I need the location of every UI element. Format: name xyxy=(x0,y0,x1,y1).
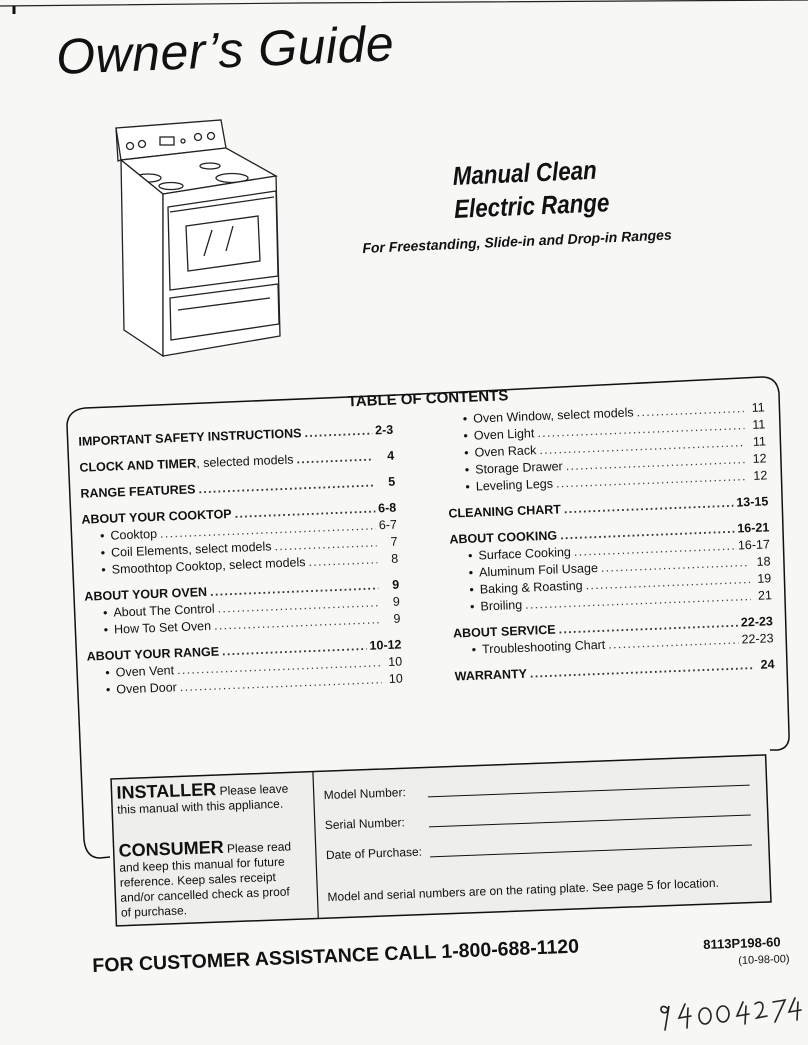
table-of-contents xyxy=(72,377,796,734)
consumer-heading: CONSUMER xyxy=(118,836,224,861)
customer-assistance-line: FOR CUSTOMER ASSISTANCE CALL 1-800-688-1120 xyxy=(92,935,580,977)
registration-instructions xyxy=(110,771,315,928)
toc-entry[interactable]: CLEANING CHART ..... 13-15 xyxy=(448,493,768,522)
serial-number-field[interactable] xyxy=(429,815,751,828)
toc-right-column xyxy=(445,399,775,685)
product-title-line1: Manual Clean xyxy=(452,154,598,191)
toc-entry[interactable]: • Cooktop ..... 6-7 xyxy=(82,517,397,546)
purchase-date-label: Date of Purchase: xyxy=(325,844,423,863)
registration-fields xyxy=(315,754,770,920)
toc-entry[interactable]: • Aluminum Foil Usage ..... 18 xyxy=(450,553,770,582)
toc-entry[interactable]: • Broiling ..... 21 xyxy=(452,587,772,616)
toc-entry[interactable]: • Oven Vent ..... 10 xyxy=(87,654,402,683)
toc-entry[interactable]: CLOCK AND TIMER, selected models ..... 4 xyxy=(79,448,394,477)
toc-entry[interactable]: ABOUT COOKING ..... 16-21 xyxy=(449,519,769,548)
toc-entry[interactable]: WARRANTY ..... 24 xyxy=(454,656,774,685)
guide-title: Owner’s Guide xyxy=(55,15,396,85)
installer-heading: INSTALLER xyxy=(116,779,217,803)
model-number-field[interactable] xyxy=(428,785,750,798)
toc-entry[interactable]: ABOUT SERVICE ..... 22-23 xyxy=(453,613,773,642)
toc-entry[interactable]: • Leveling Legs ..... 12 xyxy=(447,467,767,496)
toc-heading: TABLE OF CONTENTS xyxy=(347,387,509,411)
consumer-note: CONSUMER Please read and keep this manual for future reference. Keep sales receipt and/or cancelled check as proof of purchase. xyxy=(118,836,292,920)
toc-entry[interactable]: • Baking & Roasting ..... 19 xyxy=(451,570,771,599)
toc-left-column xyxy=(78,422,403,700)
toc-entry[interactable]: • Storage Drawer ..... 12 xyxy=(447,450,767,479)
toc-entry[interactable]: • Oven Light ..... 11 xyxy=(445,416,765,445)
toc-entry[interactable]: • Smoothtop Cooktop, select models ..... 8 xyxy=(83,551,398,580)
toc-entry[interactable]: ABOUT YOUR COOKTOP ..... 6-8 xyxy=(81,500,396,529)
toc-entry[interactable]: • Coil Elements, select models ..... 7 xyxy=(82,534,397,563)
toc-entry[interactable]: • About The Control ..... 9 xyxy=(85,594,400,623)
registration-box xyxy=(110,754,775,928)
toc-entry[interactable]: • Troubleshooting Chart ..... 22-23 xyxy=(453,630,773,659)
product-title-line2: Electric Range xyxy=(453,187,610,224)
toc-entry[interactable]: ABOUT YOUR RANGE ..... 10-12 xyxy=(86,637,401,666)
toc-entry[interactable]: • How To Set Oven ..... 9 xyxy=(85,611,400,640)
toc-entry[interactable]: • Surface Cooking ..... 16-17 xyxy=(450,536,770,565)
product-subtitle: For Freestanding, Slide-in and Drop-in Ranges xyxy=(362,226,672,256)
toc-entry[interactable]: IMPORTANT SAFETY INSTRUCTIONS ..... 2-3 xyxy=(78,422,393,451)
toc-entry[interactable]: • Oven Rack ..... 11 xyxy=(446,433,766,462)
handwritten-number xyxy=(655,990,805,1040)
toc-entry[interactable]: • Oven Door ..... 10 xyxy=(88,671,403,700)
rating-plate-note: Model and serial numbers are on the rating plate. See page 5 for location. xyxy=(327,875,720,905)
part-number: 8113P198-60 xyxy=(703,934,781,952)
toc-entry[interactable]: • Oven Window, select models ..... 11 xyxy=(445,399,765,428)
model-number-label: Model Number: xyxy=(323,785,407,803)
toc-entry[interactable]: RANGE FEATURES ..... 5 xyxy=(80,474,395,503)
serial-number-label: Serial Number: xyxy=(324,815,406,833)
installer-note: INSTALLER Please leave this manual with this appliance. xyxy=(116,779,289,817)
toc-entry[interactable]: ABOUT YOUR OVEN ..... 9 xyxy=(84,577,399,606)
part-date: (10-98-00) xyxy=(738,953,790,967)
purchase-date-field[interactable] xyxy=(430,845,752,858)
